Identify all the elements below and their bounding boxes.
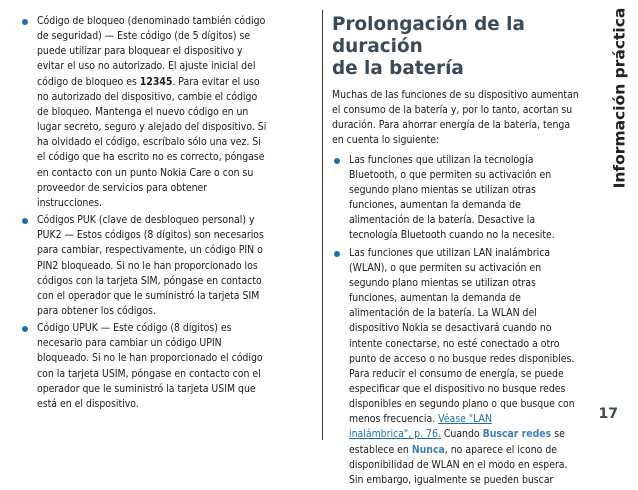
bullet-icon	[334, 158, 340, 164]
wlan-reference-link[interactable]: Véase "LAN inalámbrica", p. 76.	[349, 413, 492, 441]
column-divider	[322, 10, 323, 440]
bullet-icon	[22, 218, 28, 224]
ui-term-never: Nunca	[411, 443, 445, 456]
bullet-icon	[22, 326, 28, 332]
left-column	[20, 14, 316, 414]
list-item-bluetooth: Las funciones que utilizan la tecnología Bluetooth, o que permiten su activación en segundo plano mientas se utilizan otras funciones, aumentan la demanda de alimentación de la batería. Desactive la tecnología Bluetooth cuando no la necesite.	[332, 153, 586, 244]
right-column	[332, 14, 586, 490]
bullet-icon	[334, 251, 340, 257]
list-item-wlan: Las funciones que utilizan LAN inalámbrica (WLAN), o que permiten su activación en segundo plano mientas se utilizan otras funciones, aumentan la demanda de alimentación de la batería. La WLAN del dispositivo Nokia se desactivará cuando no intente conectarse, no esté conectado a otro punto de acceso o no busque redes disponibles. Para reducir el consumo de energía, se puede especificar que el dispositivo no busque redes disponibles en segundo plano o que busque con menos frecuencia. Véase "LAN inalámbrica", p. 76. Cuando Buscar redes se establece en Nunca, no aparece el icono de disponibilidad de WLAN en el modo en espera. Sin embargo, igualmente se pueden buscar	[332, 246, 586, 489]
list-item-lock-code: Código de bloqueo (denominado también código de seguridad) — Este código (de 5 dígitos) se puede utilizar para bloquear el dispositivo y evitar el uso no autorizado. El ajuste inicial del código de bloqueo es 12345. Para evitar el uso no autorizado del dispositivo, cambie el código de bloqueo. Mantenga el nuevo código en un lugar secreto, seguro y alejado del dispositivo. Si ha olvidado el código, escríbalo sólo una vez. Si el código que ha escrito no es correcto, póngase en contacto con un punto Nokia Care o con su proveedor de servicios para obtener instrucciones.	[20, 14, 316, 211]
list-item-upuk-code: Código UPUK — Este código (8 dígitos) es necesario para cambiar un código UPIN bloqueado. Si no le han proporcionado el código con la tarjeta USIM, póngase en contacto con el operador que le suministró la tarjeta USIM que está en el dispositivo.	[20, 321, 316, 412]
section-side-tab	[604, 4, 634, 192]
battery-tips-list	[332, 153, 586, 488]
default-lock-code: 12345	[139, 75, 173, 88]
section-title: Prolongación de la duración de la batería	[332, 14, 525, 79]
list-item-puk-codes: Códigos PUK (clave de desbloqueo personal) y PUK2 — Estos códigos (8 dígitos) son necesarios para cambiar, respectivamente, un código PIN o PIN2 bloqueado. Si no le han proporcionado los códigos con la tarjeta SIM, póngase en contacto con el operador que le suministró la tarjeta SIM para obtener los códigos.	[20, 213, 316, 319]
side-tab-label: Información práctica	[610, 7, 629, 189]
bullet-icon	[22, 19, 28, 25]
codes-list	[20, 14, 316, 412]
page-number: 17	[598, 406, 618, 422]
intro-paragraph: Muchas de las funciones de su dispositivo aumentan el consumo de la batería y, por lo tanto, acortan su duración. Para ahorrar energía de la batería, tenga en cuenta lo siguiente:	[332, 89, 579, 147]
ui-term-search-networks: Buscar redes	[482, 428, 552, 441]
